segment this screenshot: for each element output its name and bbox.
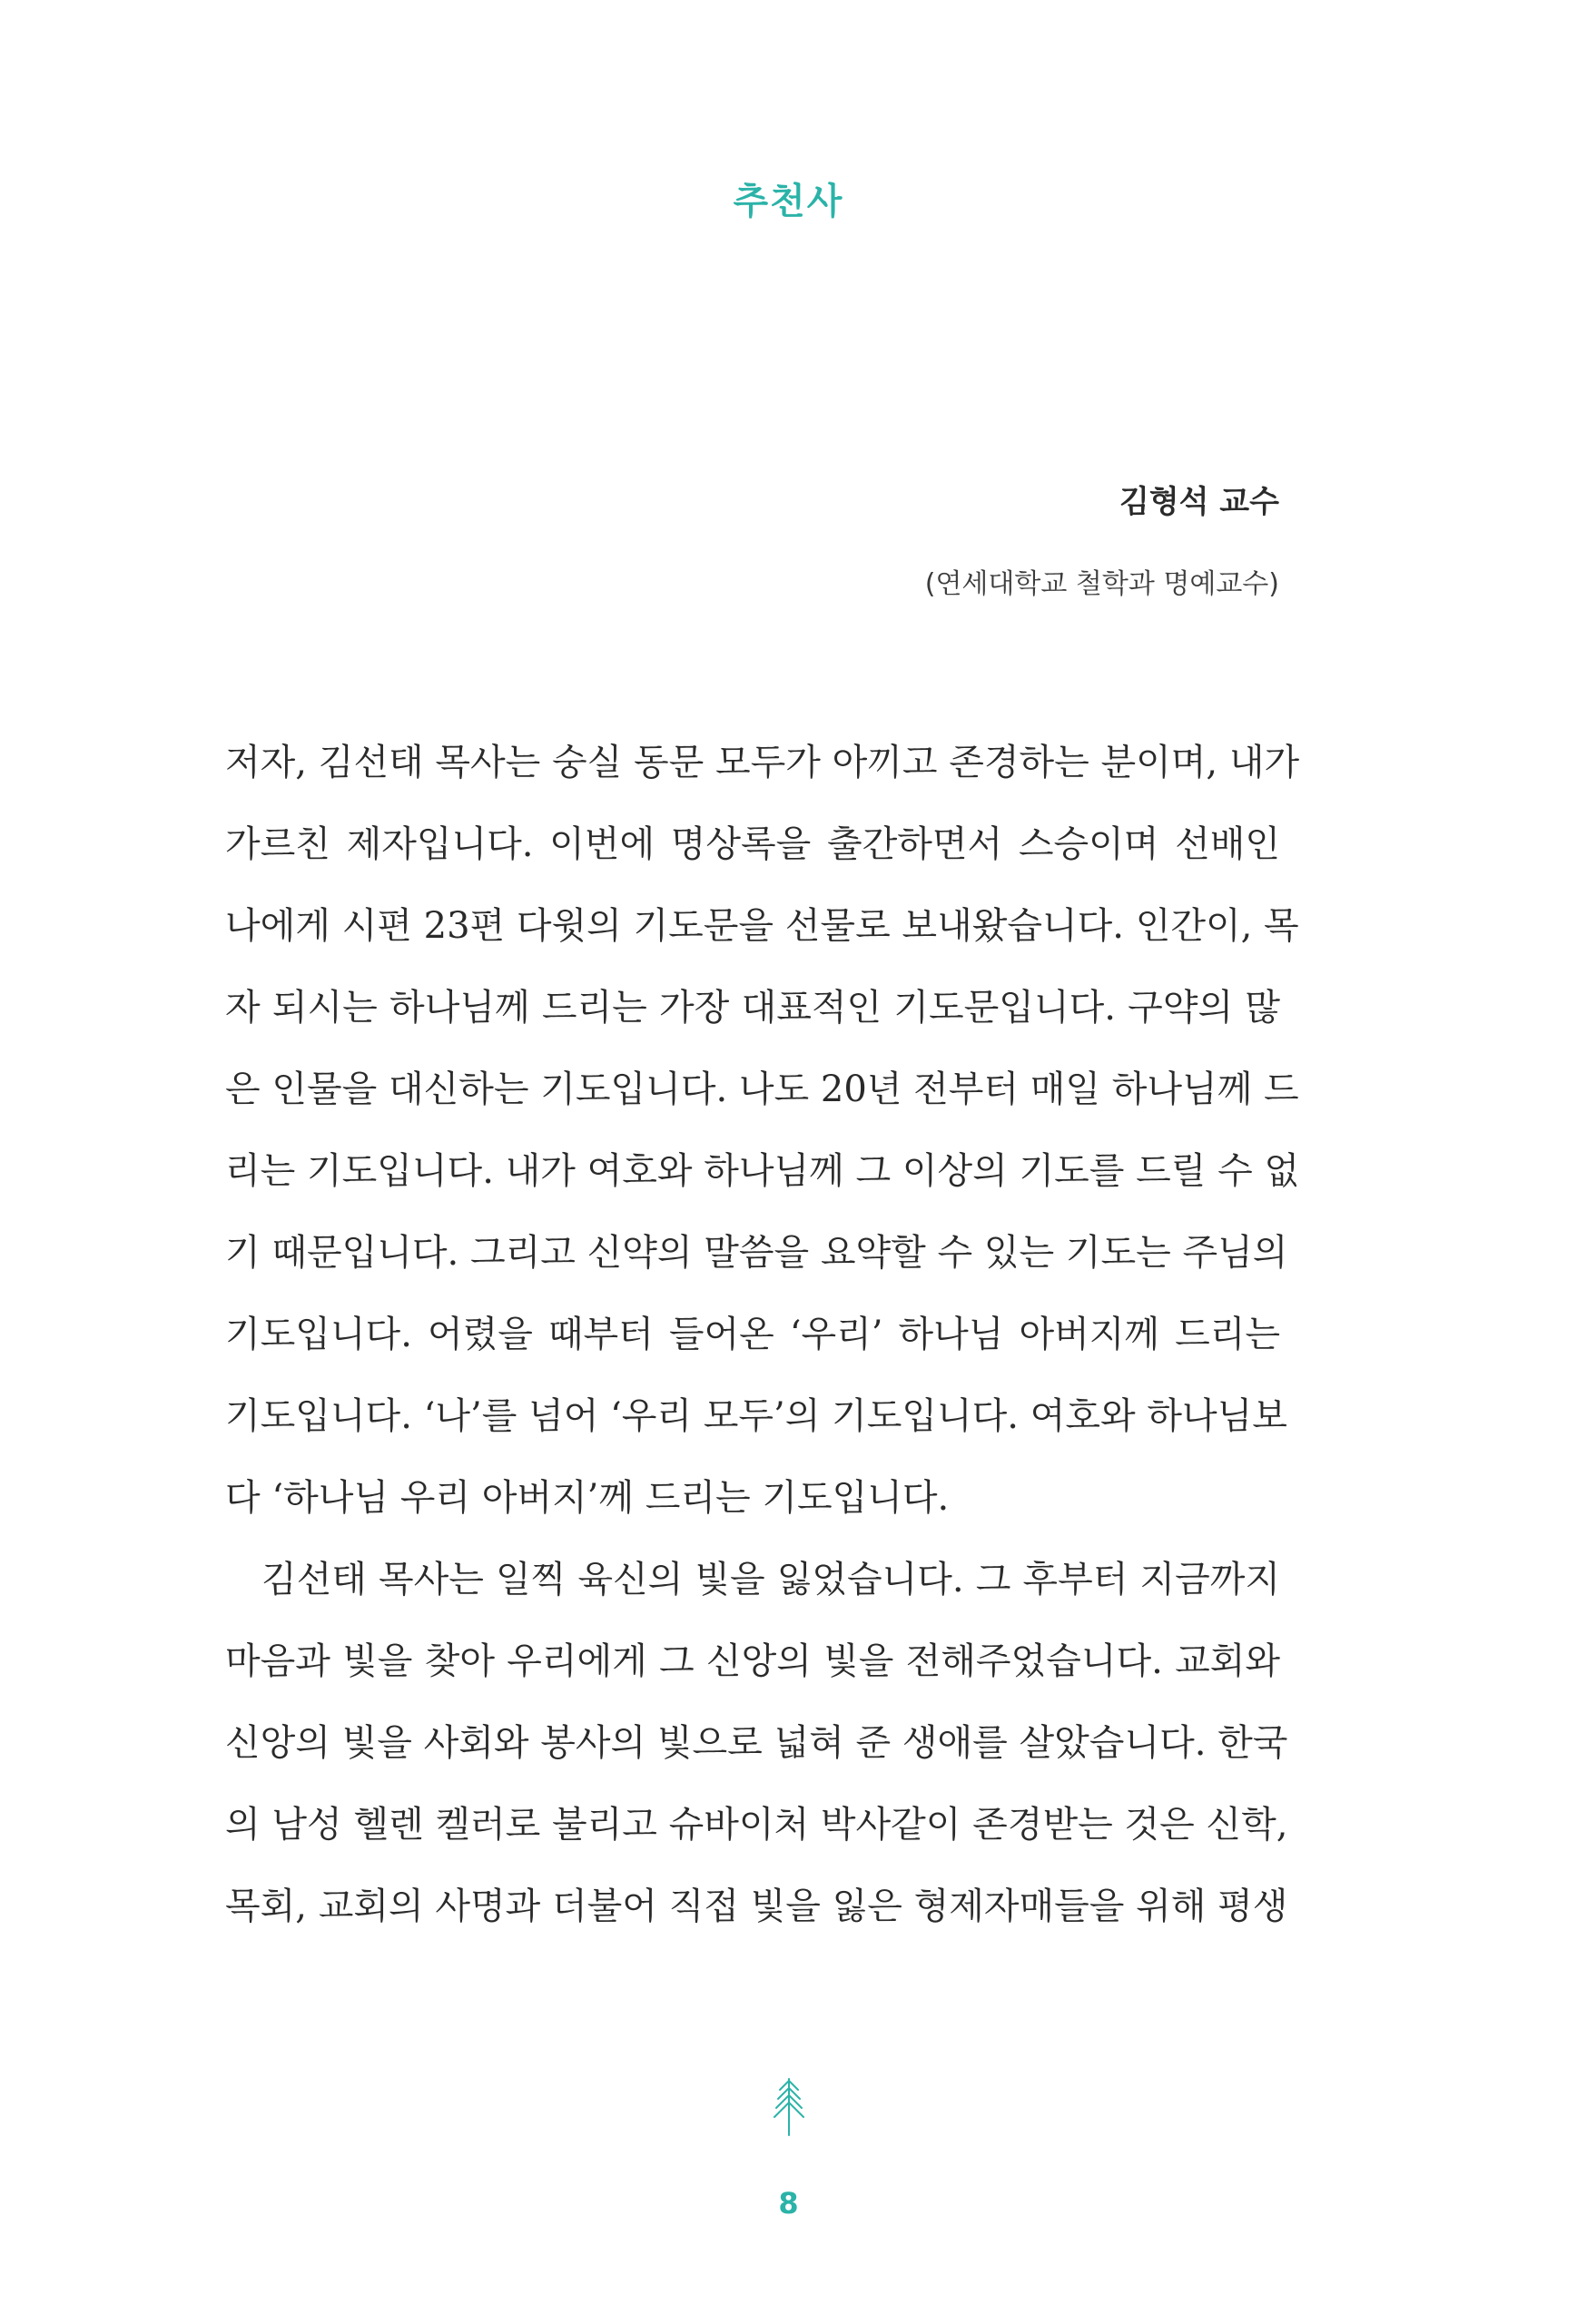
text-line: 마음과 빛을 찾아 우리에게 그 신앙의 빛을 전해주었습니다. 교회와 [225,1640,1280,1682]
text-line: 의 남성 헬렌 켈러로 불리고 슈바이처 박사같이 존경받는 것은 신학, [225,1804,1288,1846]
text-line: 김선태 목사는 일찍 육신의 빛을 잃었습니다. 그 후부터 지금까지 [261,1559,1280,1600]
text-line: 다 ‘하나님 우리 아버지’께 드리는 기도입니다. [225,1477,950,1519]
paragraph [225,722,1300,1539]
text-line: 기 때문입니다. 그리고 신약의 말씀을 요약할 수 있는 기도는 주님의 [225,1232,1288,1274]
text-line: 신앙의 빛을 사회와 봉사의 빛으로 넓혀 준 생애를 살았습니다. 한국 [225,1722,1288,1764]
text-line: 기도입니다. ‘나’를 넘어 ‘우리 모두’의 기도입니다. 여호와 하나님보 [225,1395,1287,1437]
text-line: 리는 기도입니다. 내가 여호와 하나님께 그 이상의 기도를 드릴 수 없 [225,1150,1300,1192]
text-line: 나에게 시편 23편 다윗의 기도문을 선물로 보내왔습니다. 인간이, 목 [225,905,1299,947]
text-line: 기도입니다. 어렸을 때부터 들어온 ‘우리’ 하나님 아버지께 드리는 [225,1314,1280,1355]
text-line: 저자, 김선태 목사는 숭실 동문 모두가 아끼고 존경하는 분이며, 내가 [225,742,1300,783]
text-line: 가르친 제자입니다. 이번에 명상록을 출간하면서 스승이며 선배인 [225,823,1280,865]
paragraph [225,1539,1288,1947]
tree-icon [771,2077,807,2137]
text-line: 자 되시는 하나님께 드리는 가장 대표적인 기도문입니다. 구약의 많 [225,987,1280,1029]
page-title: 추천사 [733,181,844,222]
body-text [225,722,1300,1947]
text-line: 목회, 교회의 사명과 더불어 직접 빛을 잃은 형제자매들을 위해 평생 [225,1886,1288,1927]
text-line: 은 인물을 대신하는 기도입니다. 나도 20년 전부터 매일 하나님께 드 [225,1068,1299,1110]
author-affiliation: (연세대학교 철학과 명예교수) [924,568,1279,600]
author-name: 김형석 교수 [1119,484,1279,520]
page-number: 8 [778,2186,799,2221]
